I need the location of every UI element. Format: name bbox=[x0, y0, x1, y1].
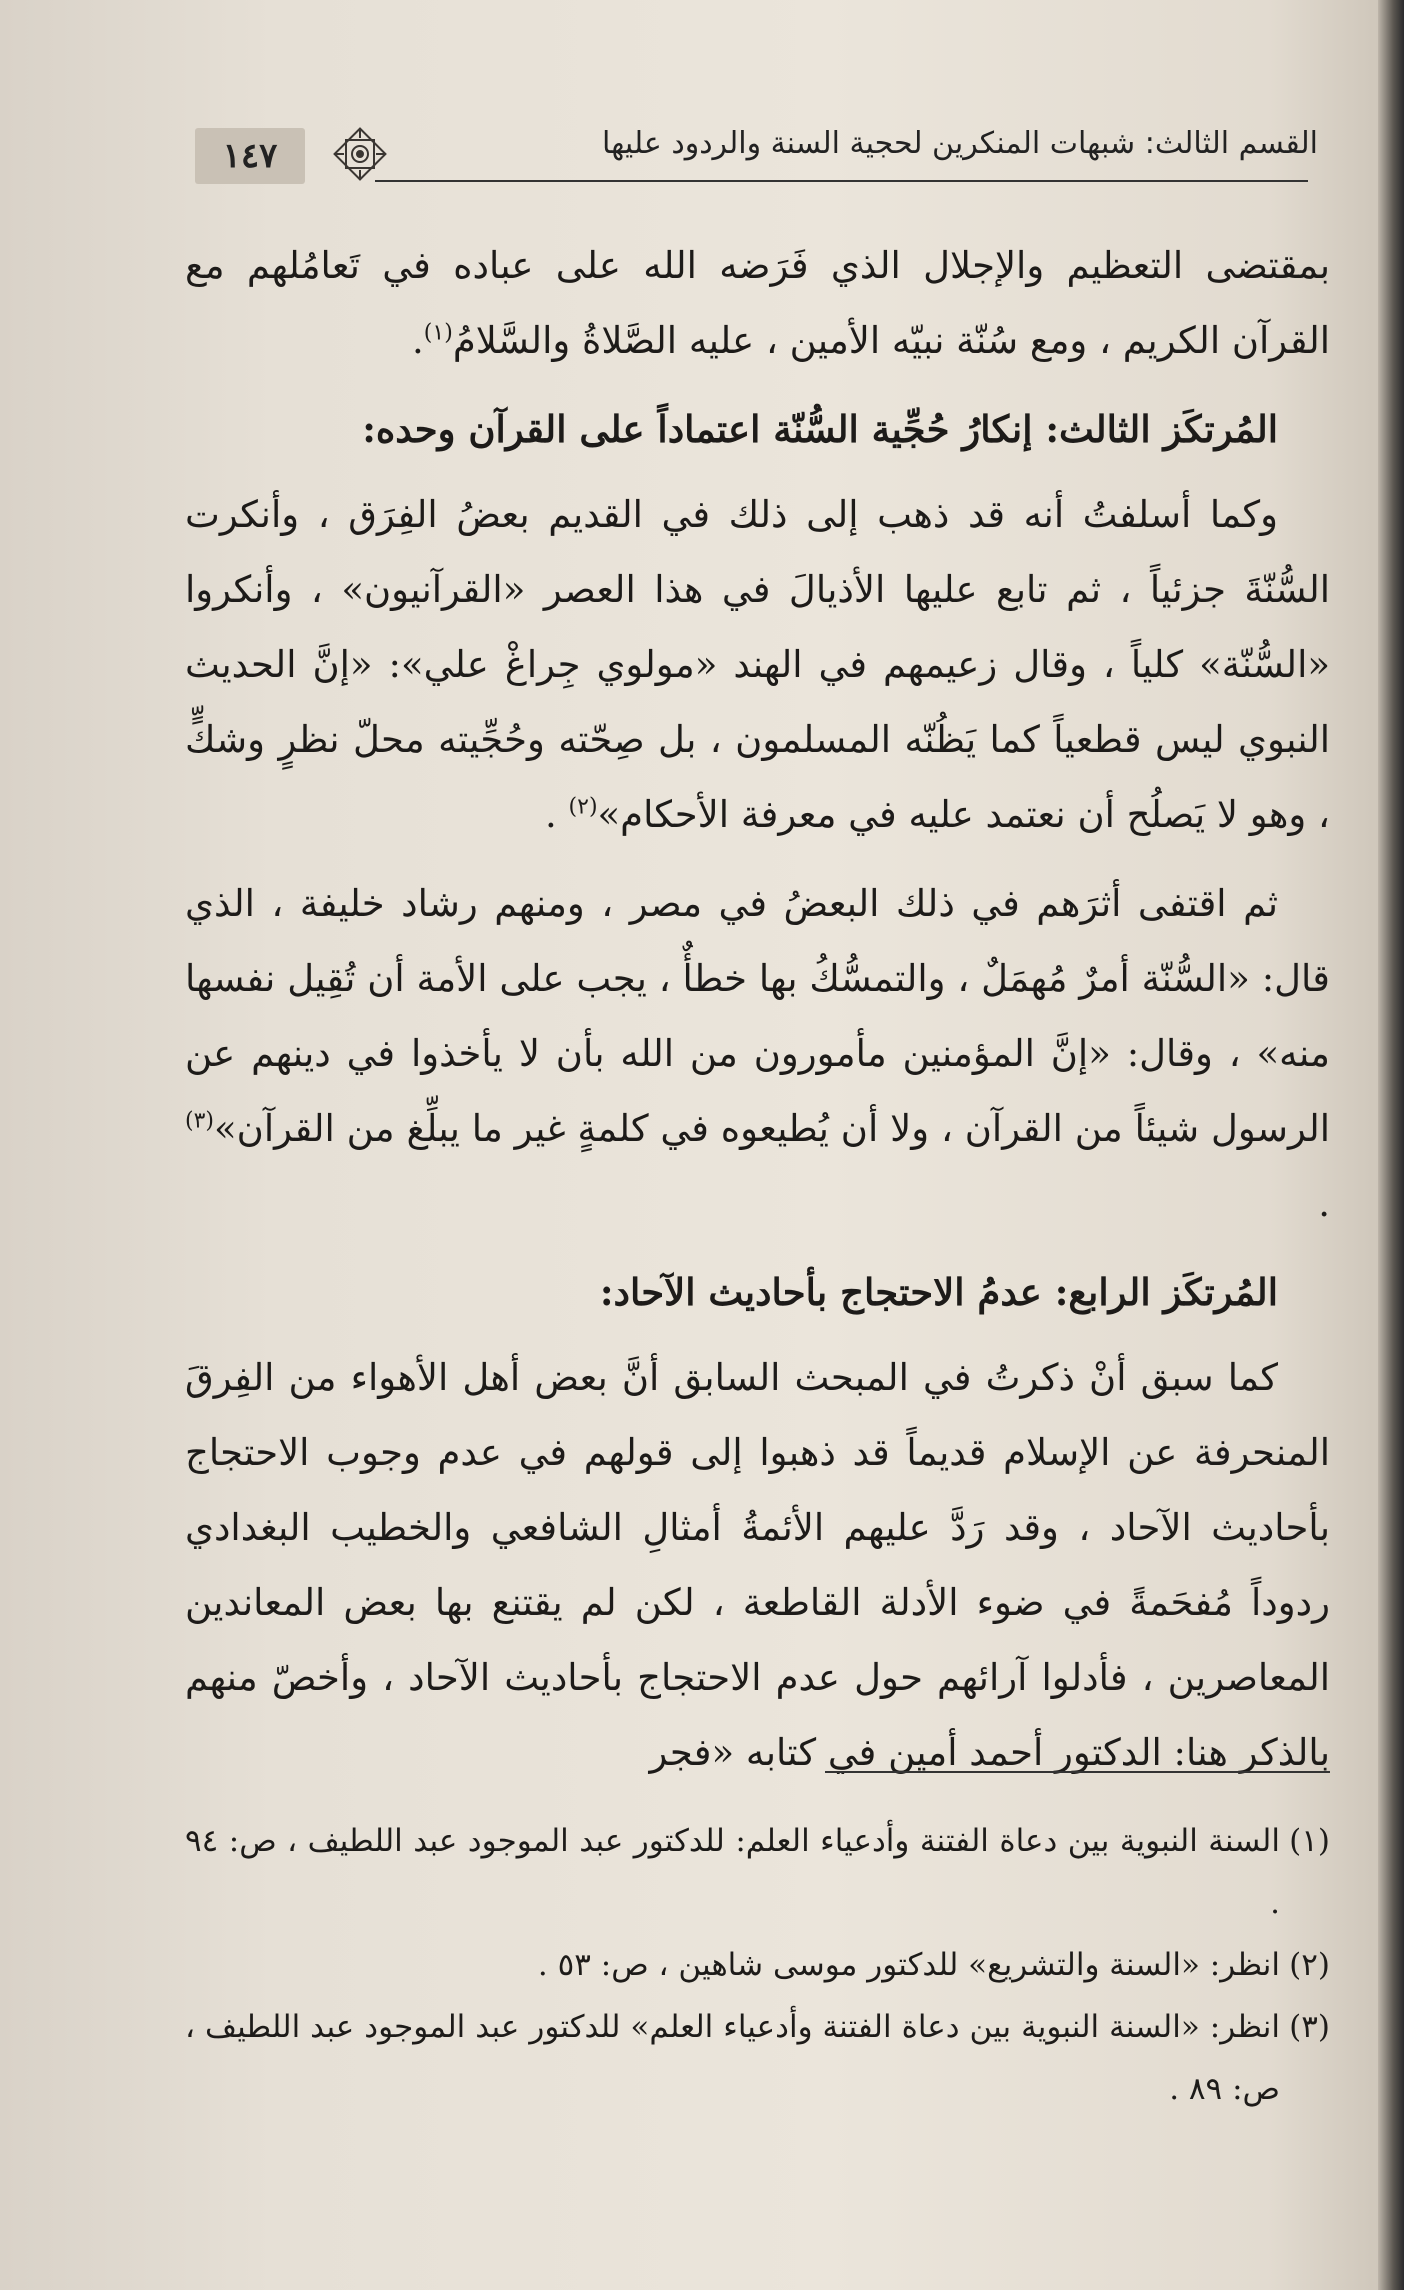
footnote-number: (٢) bbox=[1289, 1947, 1330, 1983]
footnote-3 bbox=[185, 1996, 1330, 2120]
footnote-number: (١) bbox=[1289, 1823, 1330, 1859]
page-edge bbox=[1378, 0, 1404, 2290]
header-rule bbox=[375, 180, 1308, 182]
section-heading-fourth: المُرتكَز الرابع: عدمُ الاحتجاج بأحاديث الآحاد: bbox=[599, 1270, 1278, 1314]
paragraph-2: وكما أسلفتُ أنه قد ذهب إلى ذلك في القديم بعضُ الفِرَق ، وأنكرت السُّنّةَ جزئياً ، ثم تابع عليها الأذيالَ في هذا العصر «القرآنيون» ، وأنكروا «السُّنّة» كلياً ، وقال زعيمهم في الهند «مولوي جِراغْ علي»: «إنَّ الحديث النبوي ليس قطعياً كما يَظُنّه المسلمون ، بل صِحّته وحُجِّيته محلّ نظرٍ وشكٍّ ، وهو لا يَصلُح أن نعتمد عليه في معرفة الأحكام»$^{(٢)}$ . bbox=[185, 493, 1330, 836]
footnote-2 bbox=[185, 1934, 1330, 1996]
paragraph-gap bbox=[185, 852, 1330, 866]
floral-ornament-icon bbox=[330, 124, 390, 184]
running-header bbox=[185, 108, 1318, 198]
footnotes bbox=[185, 1810, 1330, 2120]
header-title: القسم الثالث: شبهات المنكرين لحجية السنة والردود عليها bbox=[601, 126, 1318, 161]
footnote-number: (٣) bbox=[1289, 2009, 1330, 2045]
paragraph-4: كما سبق أنْ ذكرتُ في المبحث السابق أنَّ بعض أهل الأهواء من الفِرقَ المنحرفة عن الإسلام قديماً قد ذهبوا إلى قولهم في عدم وجوب الاحتجاج بأحاديث الآحاد ، وقد رَدَّ عليهم الأئمةُ أمثالِ الشافعي والخطيب البغدادي ردوداً مُفحَمةً في ضوء الأدلة القاطعة ، لكن لم يقتنع بها بعض المعاندين المعاصرين ، فأدلوا آرائهم حول عدم الاحتجاج بأحاديث الآحاد ، وأخصّ منهم بالذكر هنا: الدكتور أحمد أمين في كتابه «فجر bbox=[185, 1356, 1330, 1774]
footnote-ref-1[interactable]: (١) bbox=[423, 320, 453, 346]
section-heading-third: المُرتكَز الثالث: إنكارُ حُجِّية السُّنّة اعتماداً على القرآن وحده: bbox=[362, 407, 1278, 451]
footnote-text: انظر: «السنة النبوية بين دعاة الفتنة وأدعياء العلم» للدكتور عبد الموجود عبد اللطيف ، ص: ٨٩ . bbox=[185, 2009, 1280, 2107]
paragraph-1: بمقتضى التعظيم والإجلال الذي فَرَضه الله على عباده في تَعامُلهم مع القرآن الكريم ، ومع سُنّة نبيّه الأمين ، عليه الصَّلاةُ والسَّلامُ$^{(١)}$. bbox=[185, 244, 1330, 362]
footnote-separator bbox=[825, 1771, 1330, 1773]
main-text bbox=[185, 228, 1330, 1790]
paragraph-3: ثم اقتفى أثرَهم في ذلك البعضُ في مصر ، ومنهم رشاد خليفة ، الذي قال: «السُّنّة أمرٌ مُهمَلٌ ، والتمسُّكُ بها خطأٌ ، يجب على الأمة أن تُقِيل نفسها منه» ، وقال: «إنَّ المؤمنين مأمورون من الله بأن لا يأخذوا في دينهم عن الرسول شيئاً من القرآن ، ولا أن يُطيعوه في كلمةٍ غير ما يبلِّغ من القرآن»$^{(٣)}$ . bbox=[185, 882, 1330, 1225]
footnote-ref-2[interactable]: (٢) bbox=[568, 794, 598, 820]
footnote-text: السنة النبوية بين دعاة الفتنة وأدعياء العلم: للدكتور عبد الموجود عبد اللطيف ، ص: ٩٤ . bbox=[185, 1823, 1280, 1921]
footnote-text: انظر: «السنة والتشريع» للدكتور موسى شاهين ، ص: ٥٣ . bbox=[537, 1947, 1280, 1983]
page-number: ١٤٧ bbox=[195, 128, 305, 184]
footnote-ref-3[interactable]: (٣) bbox=[185, 1108, 215, 1134]
footnote-1 bbox=[185, 1810, 1330, 1934]
